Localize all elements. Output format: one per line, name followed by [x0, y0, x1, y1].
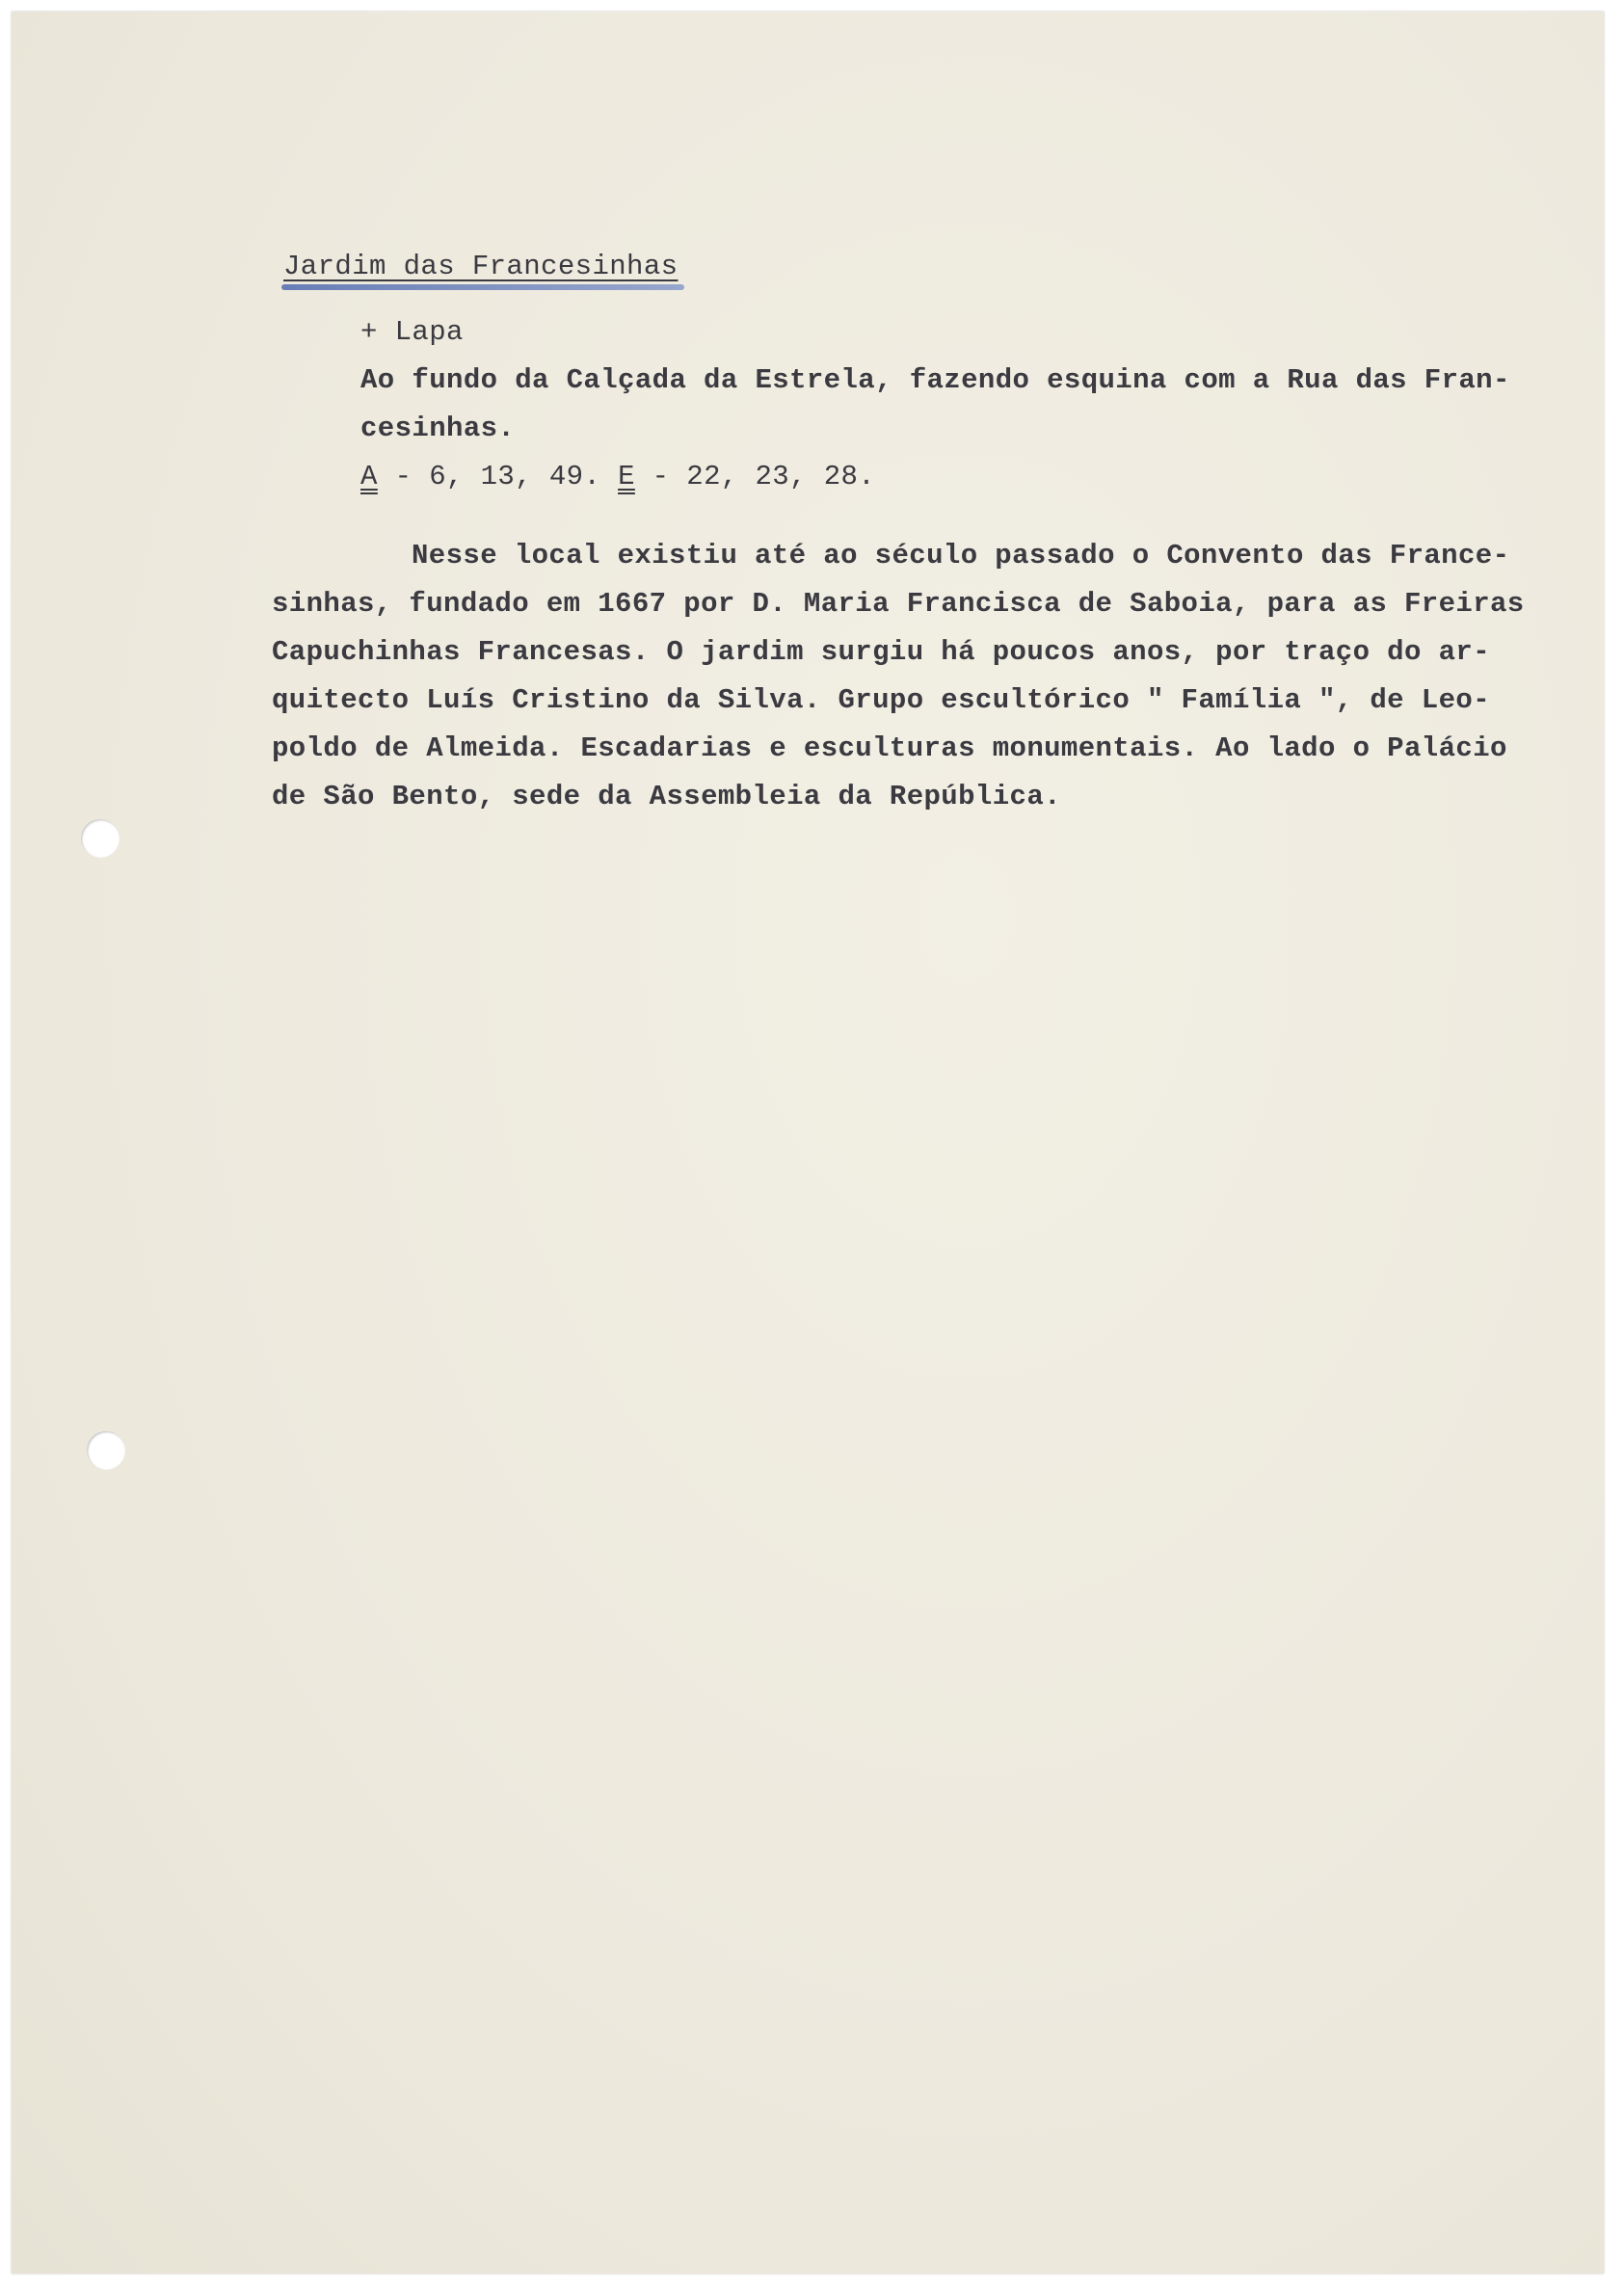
title-highlight-mark — [281, 284, 684, 290]
location-line: cesinhas. — [360, 412, 516, 444]
punch-hole — [87, 1431, 125, 1470]
transport-e-values: - 22, 23, 28. — [634, 461, 876, 492]
body-line: Nesse local existiu até ao século passado o Convento das France- — [412, 540, 1510, 572]
body-line: de São Bento, sede da Assembleia da República. — [272, 781, 1061, 812]
parish-line: + Lapa — [360, 316, 464, 348]
transport-a-values: - 6, 13, 49. — [377, 461, 619, 492]
punch-hole — [81, 819, 120, 858]
body-line: Capuchinhas Francesas. O jardim surgiu há poucos anos, por traço do ar- — [272, 636, 1491, 668]
body-line: poldo de Almeida. Escadarias e esculturas monumentais. Ao lado o Palácio — [272, 732, 1507, 764]
transport-e-label: E — [618, 461, 635, 492]
transport-line — [360, 461, 875, 492]
document-title: Jardim das Francesinhas — [283, 251, 679, 282]
body-line: sinhas, fundado em 1667 por D. Maria Francisca de Saboia, para as Freiras — [272, 588, 1525, 620]
document-page — [12, 12, 1604, 2274]
transport-a-label: A — [360, 461, 378, 492]
body-line: quitecto Luís Cristino da Silva. Grupo escultórico " Família ", de Leo- — [272, 684, 1491, 716]
location-line: Ao fundo da Calçada da Estrela, fazendo esquina com a Rua das Fran- — [360, 364, 1510, 396]
